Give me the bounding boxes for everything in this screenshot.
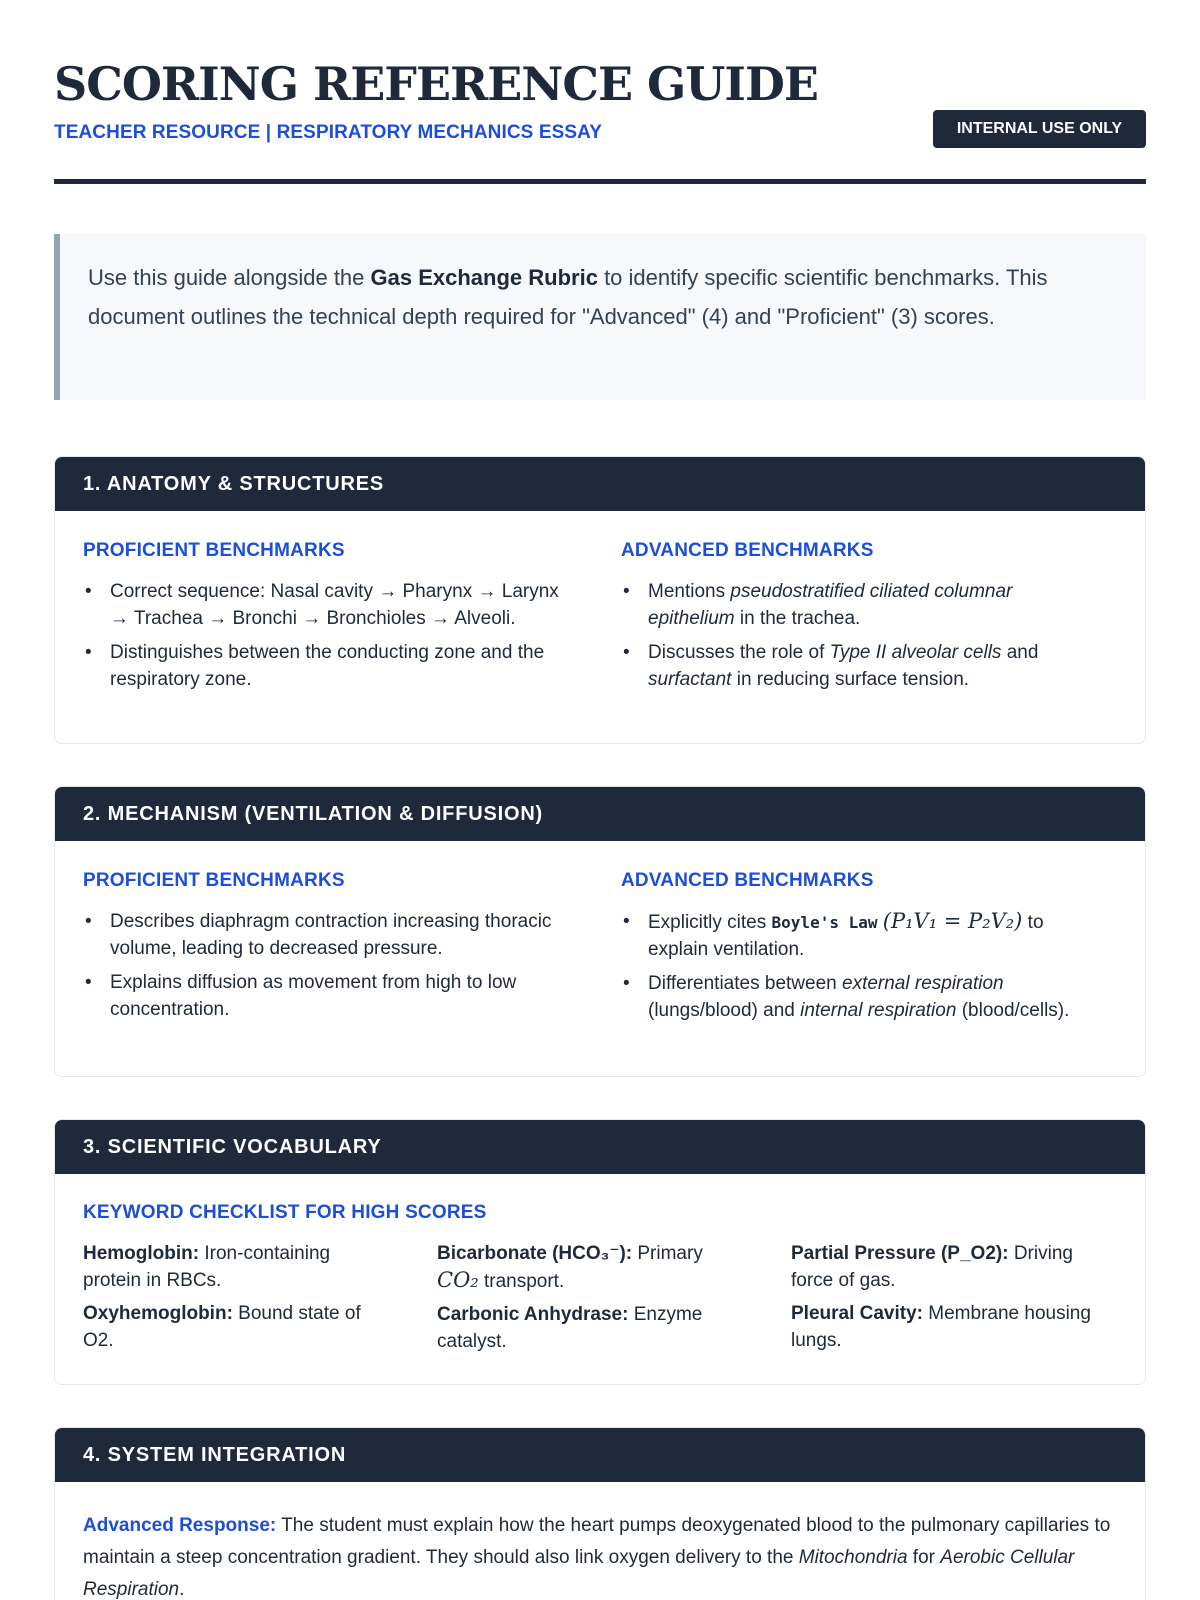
item-text: and (1001, 642, 1039, 663)
anatomy-advanced-list (621, 578, 1101, 693)
item-text: (lungs/blood) and (648, 1000, 801, 1021)
integration-text: The student must explain how the heart pumps deoxygenated blood to the pulmonary capillaries to maintain a steep concentration gradient. They should also link oxygen delivery to the (83, 1515, 1111, 1568)
section-mechanism (54, 786, 1146, 1077)
integration-text: . (179, 1579, 185, 1600)
vocab-column-1 (83, 1240, 393, 1360)
item-emphasis: Type II alveolar cells (829, 642, 1002, 663)
section-anatomy-title: 1. ANATOMY & STRUCTURES (55, 457, 1145, 511)
item-text: Discusses the role of (648, 642, 830, 663)
mechanism-advanced-title: ADVANCED BENCHMARKS (621, 870, 874, 891)
vocab-column-3 (791, 1240, 1101, 1360)
item-text: Explicitly cites (648, 912, 772, 933)
vocab-item-pleural-cavity (791, 1300, 1101, 1354)
mechanism-advanced-list (621, 908, 1101, 1024)
mitochondria-term: Mitochondria (798, 1547, 908, 1568)
anatomy-proficient-list (83, 578, 583, 693)
item-emphasis: external respiration (842, 973, 1004, 994)
vocab-definition: Membrane housing lungs. (791, 1303, 1091, 1351)
advanced-response-label: Advanced Response: (83, 1515, 277, 1536)
internal-use-badge: INTERNAL USE ONLY (933, 110, 1146, 148)
item-text: in reducing surface tension. (731, 669, 970, 690)
mechanism-proficient-item: • Describes diaphragm contraction increasing thoracic volume, leading to decreased pressure. (83, 908, 583, 962)
vocab-definition: Iron-containing protein in RBCs. (83, 1243, 331, 1291)
aerobic-respiration-term: Aerobic Cellular Respiration (83, 1547, 1075, 1600)
co2-formula: CO₂ (437, 1268, 479, 1292)
intro-rubric-name: Gas Exchange Rubric (370, 265, 598, 290)
intro-text-post: to identify specific scientific benchmarks. This document outlines the technical depth required for "Advanced" (4) and "Proficient" (3) scores. (88, 265, 1048, 329)
anatomy-proficient-item: • Correct sequence: Nasal cavity → Pharynx → Larynx → Trachea → Bronchi → Bronchioles → Alveoli. (83, 578, 583, 632)
vocab-column-2 (437, 1240, 747, 1361)
vocab-term: Oxyhemoglobin: (83, 1303, 233, 1324)
vocab-definition: Enzyme catalyst. (437, 1304, 703, 1352)
integration-paragraph (83, 1510, 1123, 1600)
item-emphasis: pseudostratified ciliated columnar epithelium (648, 581, 1013, 629)
mechanism-proficient-item: • Explains diffusion as movement from high to low concentration. (83, 969, 583, 1023)
vocab-definition: Driving force of gas. (791, 1243, 1073, 1291)
item-text: (blood/cells). (956, 1000, 1070, 1021)
section-integration (54, 1427, 1146, 1600)
boyles-law-code: Boyle's Law (771, 913, 878, 932)
integration-text: for (907, 1547, 941, 1568)
item-text: Mentions (648, 581, 731, 602)
vocab-term: Carbonic Anhydrase: (437, 1304, 629, 1325)
mechanism-advanced-item (621, 908, 1101, 963)
vocab-item-hemoglobin (83, 1240, 393, 1294)
vocab-term: Pleural Cavity: (791, 1303, 923, 1324)
vocab-item-partial-pressure (791, 1240, 1101, 1294)
item-text: Differentiates between (648, 973, 842, 994)
vocab-definition: Bound state of O2. (83, 1303, 361, 1351)
page-subtitle: TEACHER RESOURCE | RESPIRATORY MECHANICS ESSAY (54, 122, 602, 143)
mechanism-proficient-column (83, 869, 583, 1030)
vocab-item-bicarbonate (437, 1240, 747, 1295)
vocab-item-carbonic-anhydrase (437, 1301, 747, 1355)
anatomy-proficient-title: PROFICIENT BENCHMARKS (83, 540, 345, 561)
vocab-term: Partial Pressure (P_O2): (791, 1243, 1009, 1264)
anatomy-advanced-item (621, 578, 1101, 632)
boyles-law-formula: (P₁V₁ = P₂V₂) (882, 909, 1023, 933)
mechanism-advanced-column (621, 869, 1101, 1031)
anatomy-proficient-item: • Distinguishes between the conducting zone and the respiratory zone. (83, 639, 583, 693)
page-title: SCORING REFERENCE GUIDE (54, 57, 818, 111)
page-header (54, 56, 1146, 184)
item-emphasis: internal respiration (800, 1000, 957, 1021)
vocab-definition: Primary (632, 1243, 703, 1264)
section-mechanism-title: 2. MECHANISM (VENTILATION & DIFFUSION) (55, 787, 1145, 841)
mechanism-proficient-list (83, 908, 583, 1023)
item-text: in the trachea. (734, 608, 861, 629)
item-text: to explain ventilation. (648, 912, 1044, 960)
intro-text-pre: Use this guide alongside the (88, 265, 371, 290)
mechanism-advanced-item (621, 970, 1101, 1024)
anatomy-advanced-column (621, 539, 1101, 700)
intro-callout (54, 234, 1146, 400)
keyword-checklist-title: KEYWORD CHECKLIST FOR HIGH SCORES (83, 1202, 487, 1223)
anatomy-proficient-column (83, 539, 583, 700)
mechanism-proficient-title: PROFICIENT BENCHMARKS (83, 870, 345, 891)
section-integration-title: 4. SYSTEM INTEGRATION (55, 1428, 1145, 1482)
vocab-definition: transport. (478, 1271, 565, 1292)
section-vocabulary-title: 3. SCIENTIFIC VOCABULARY (55, 1120, 1145, 1174)
vocab-item-oxyhemoglobin (83, 1300, 393, 1354)
vocab-term: Hemoglobin: (83, 1243, 200, 1264)
anatomy-advanced-title: ADVANCED BENCHMARKS (621, 540, 874, 561)
anatomy-advanced-item (621, 639, 1101, 693)
vocab-term: Bicarbonate (HCO₃⁻): (437, 1243, 633, 1264)
item-emphasis: surfactant (648, 669, 732, 690)
section-anatomy (54, 456, 1146, 744)
section-vocabulary (54, 1119, 1146, 1385)
